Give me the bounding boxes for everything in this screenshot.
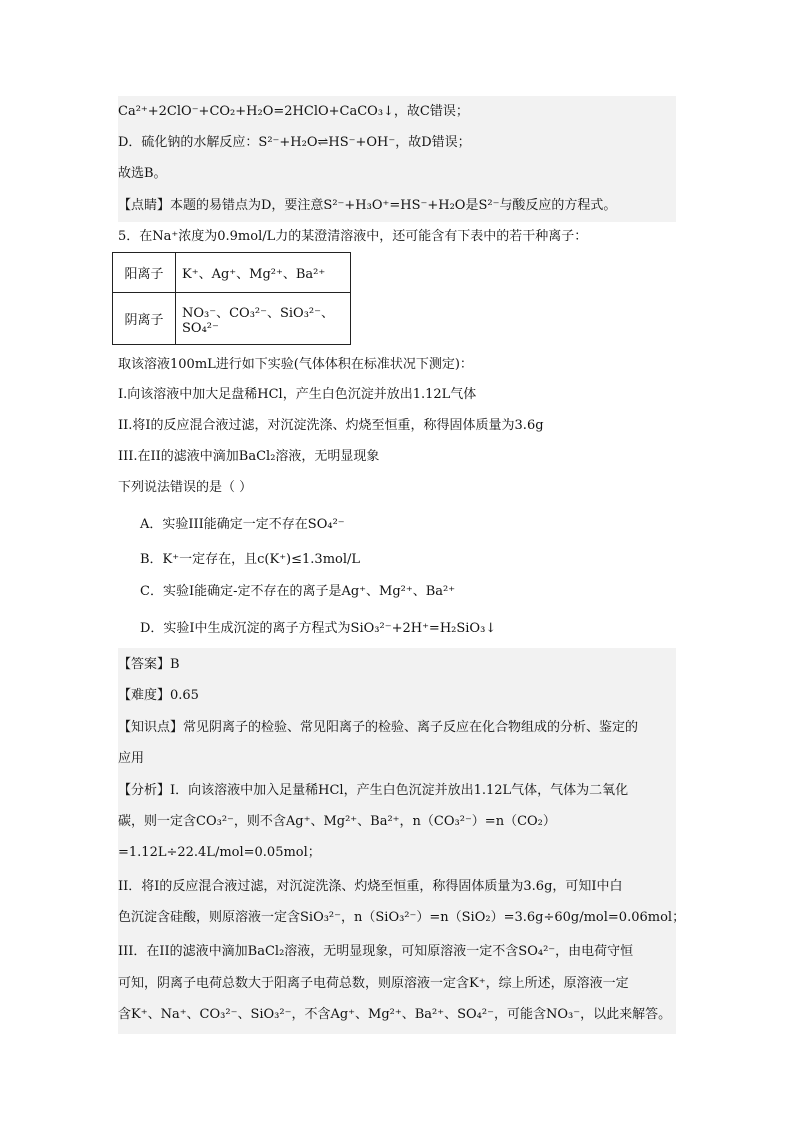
answer-line: 【答案】B	[118, 657, 180, 672]
analysis-line-6: III．在II的滤液中滴加BaCl₂溶液，无明显现象，可知原溶液一定不含SO₄²⁻，由电荷守恒	[118, 944, 634, 959]
text-line-2: D．硫化钠的水解反应：S²⁻+H₂O⇌HS⁻+OH⁻，故D错误；	[118, 135, 471, 150]
experiment-step-3: III.在II的滤液中滴加BaCl₂溶液，无明显现象	[118, 449, 380, 464]
text-line-1: Ca²⁺+2ClO⁻+CO₂+H₂O=2HClO+CaCO₃↓，故C错误；	[118, 104, 469, 119]
question-5: 5．在Na⁺浓度为0.9mol/L力的某澄清溶液中，还可能含有下表中的若干种离子：	[118, 229, 588, 244]
experiment-step-2: II.将I的反应混合液过滤，对沉淀洗涤、灼烧至恒重，称得固体质量为3.6g	[118, 418, 544, 433]
question-prompt: 下列说法错误的是（ ）	[118, 480, 253, 495]
anion-label: 阴离子	[113, 293, 176, 345]
cation-ions: K⁺、Ag⁺、Mg²⁺、Ba²⁺	[176, 253, 351, 293]
analysis-line-4: II．将I的反应混合液过滤，对沉淀洗涤、灼烧至恒重，称得固体质量为3.6g，可知I中白	[118, 879, 623, 894]
cation-label: 阳离子	[113, 253, 176, 293]
text-line-3: 故选B。	[118, 166, 167, 181]
experiment-intro: 取该溶液100mL进行如下实验(气体体积在标准状况下测定)：	[118, 357, 473, 372]
analysis-line-5: 色沉淀含硅酸，则原溶液一定含SiO₃²⁻，n（SiO₃²⁻）=n（SiO₂）=3.6g÷60g/mol=0.06mol；	[118, 910, 686, 925]
tip-line: 【点睛】本题的易错点为D，要注意S²⁻+H₃O⁺=HS⁻+H₂O是S²⁻与酸反应的方程式。	[118, 198, 617, 213]
option-d: D．实验I中生成沉淀的离子方程式为SiO₃²⁻+2H⁺=H₂SiO₃↓	[140, 621, 497, 636]
analysis-line-3: =1.12L÷22.4L/mol=0.05mol；	[118, 845, 321, 860]
analysis-line-2: 碳，则一定含CO₃²⁻，则不含Ag⁺、Mg²⁺、Ba²⁺，n（CO₃²⁻）=n（CO₂）	[118, 814, 556, 829]
ion-table	[112, 252, 351, 345]
option-c: C．实验I能确定-定不存在的离子是Ag⁺、Mg²⁺、Ba²⁺	[140, 584, 456, 599]
difficulty-line: 【难度】0.65	[118, 688, 199, 703]
analysis-line-8: 含K⁺、Na⁺、CO₃²⁻、SiO₃²⁻，不含Ag⁺、Mg²⁺、Ba²⁺、SO₄²⁻，可能含NO₃⁻，以此来解答。	[118, 1007, 672, 1022]
option-b: B．K⁺一定存在，且c(K⁺)≤1.3mol/L	[140, 552, 361, 567]
experiment-step-1: I.向该溶液中加大足盘稀HCl，产生白色沉淀并放出1.12L气体	[118, 387, 477, 402]
knowledge-line-1: 【知识点】常见阴离子的检验、常见阳离子的检验、离子反应在化合物组成的分析、鉴定的	[118, 720, 639, 735]
knowledge-line-2: 应用	[118, 751, 145, 766]
analysis-line-7: 可知，阴离子电荷总数大于阳离子电荷总数，则原溶液一定含K⁺，综上所述，原溶液一定	[118, 976, 629, 991]
option-a: A．实验III能确定一定不存在SO₄²⁻	[140, 517, 345, 532]
anion-ions: NO₃⁻、CO₃²⁻、SiO₃²⁻、SO₄²⁻	[176, 293, 351, 345]
analysis-line-1: 【分析】I．向该溶液中加入足量稀HCl，产生白色沉淀并放出1.12L气体，气体为二氧化	[118, 783, 629, 798]
